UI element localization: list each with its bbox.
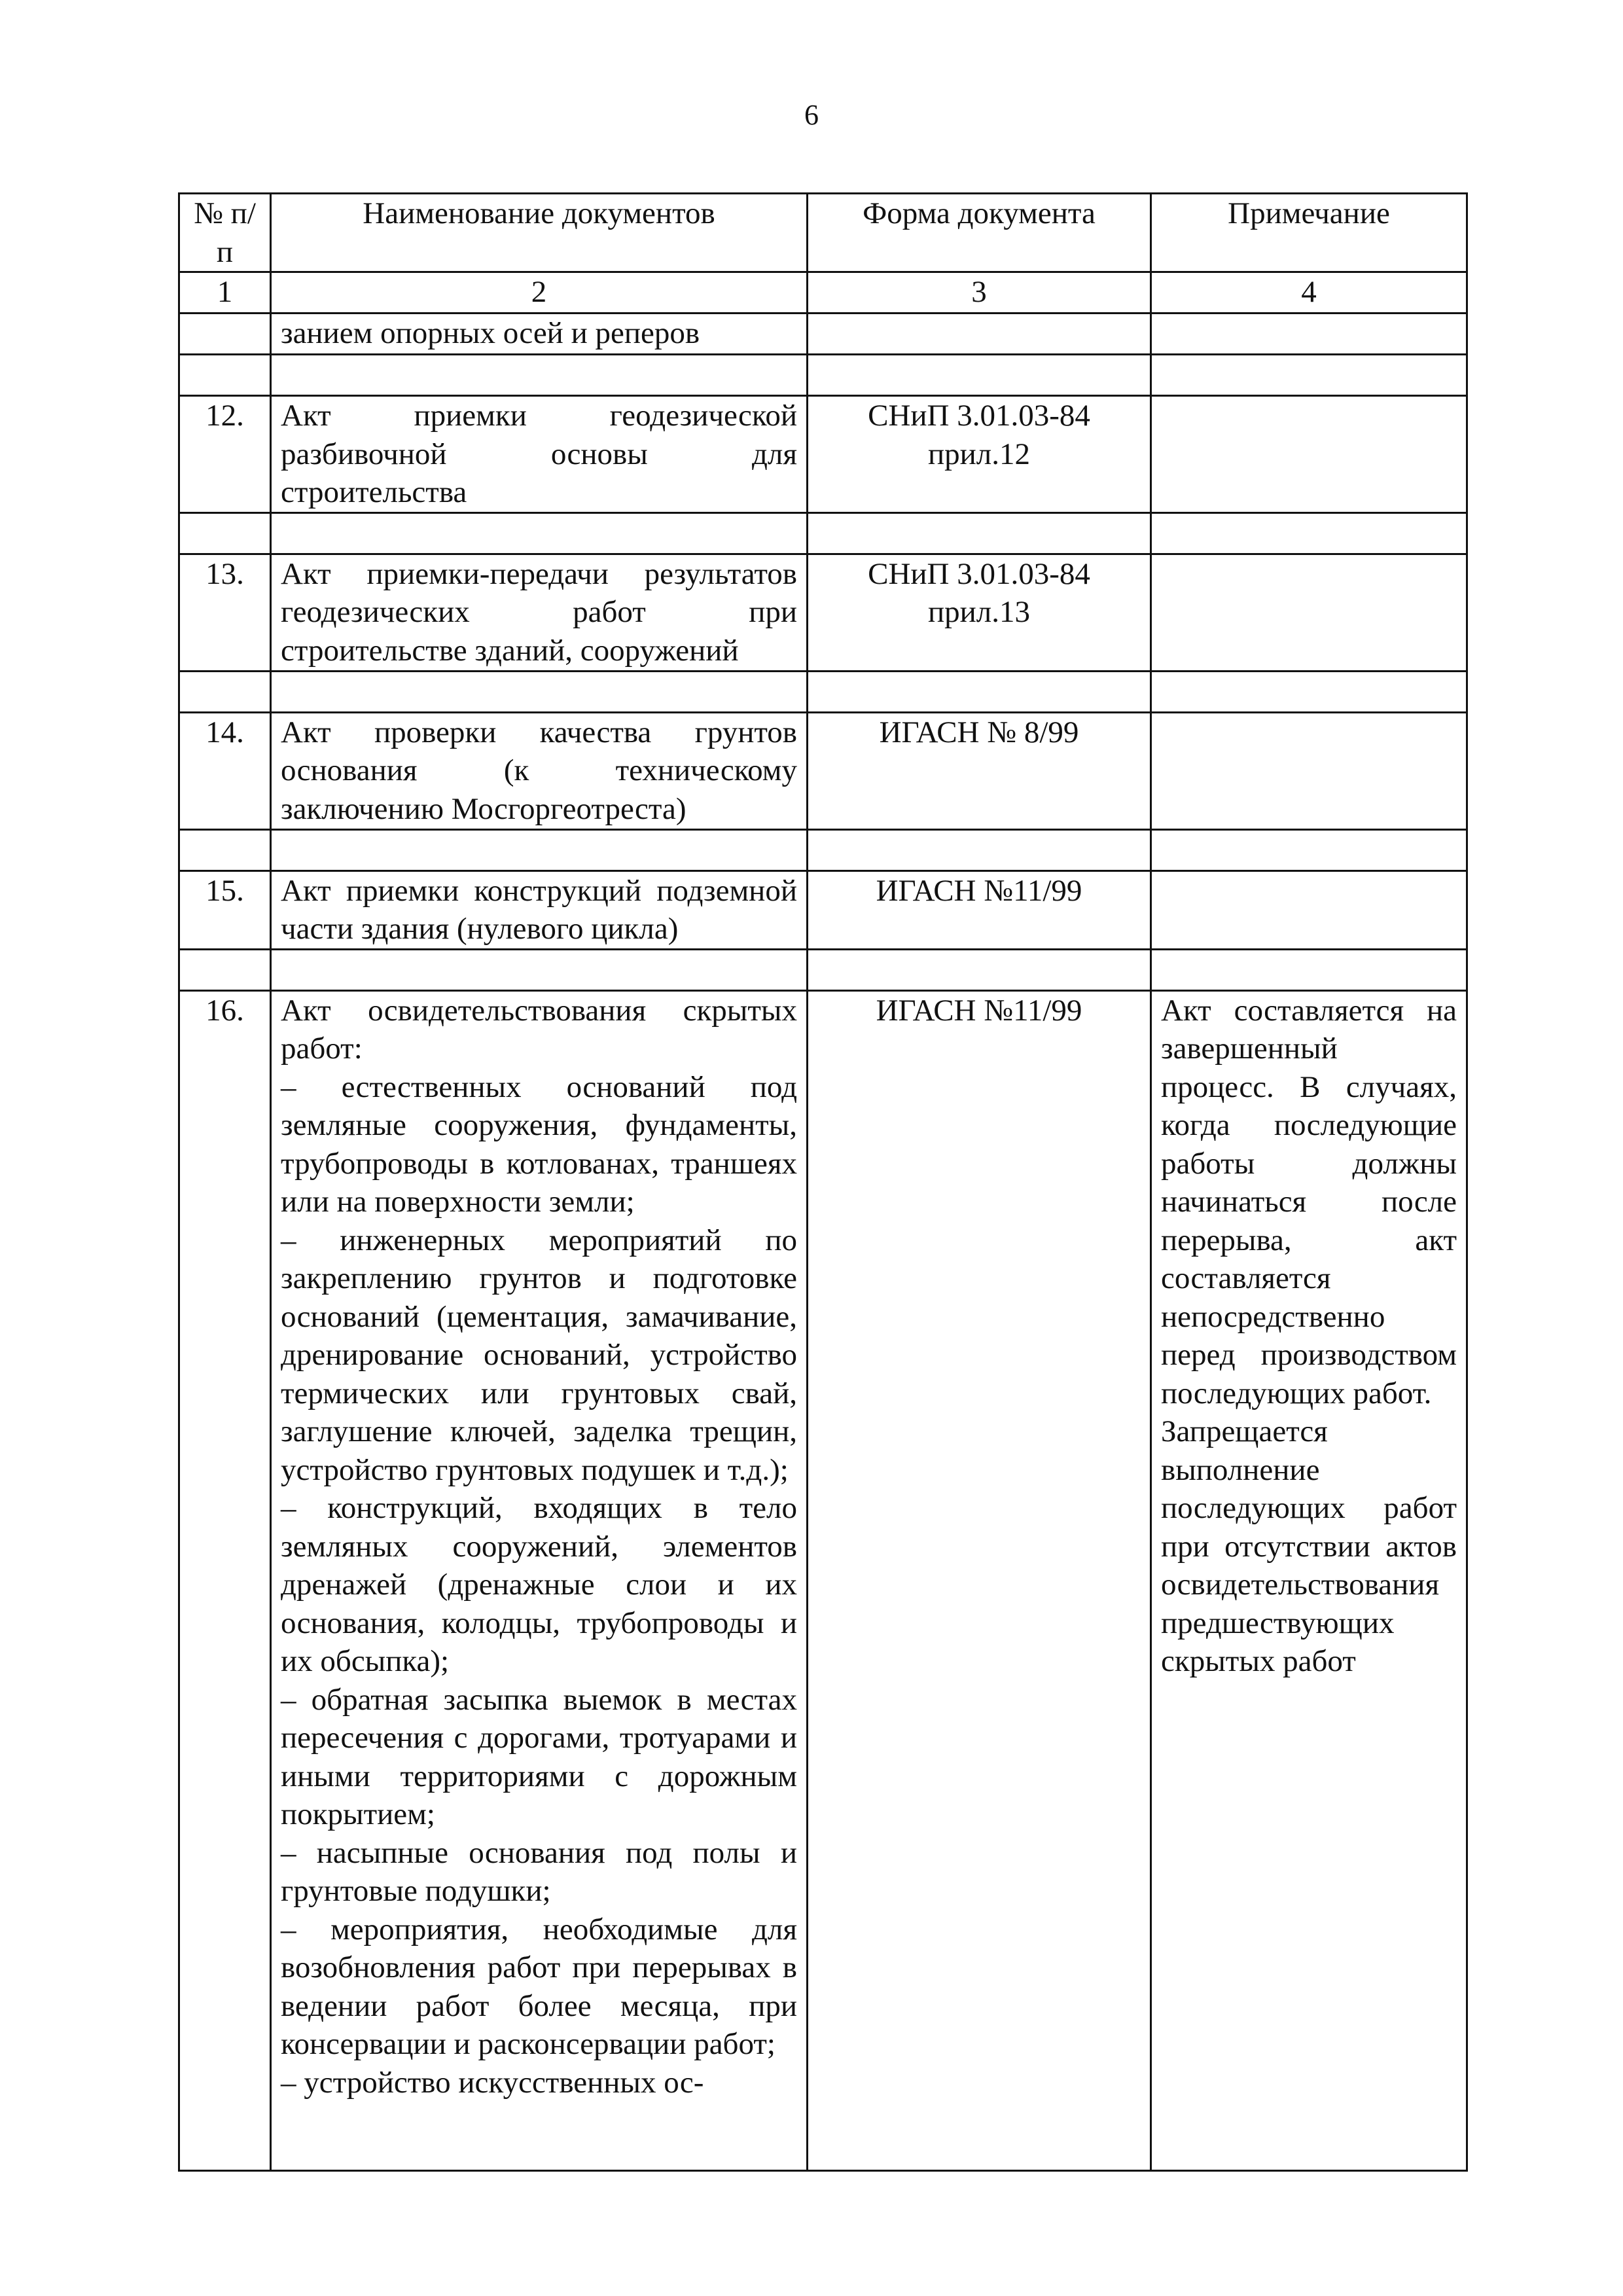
column-number: 3: [808, 272, 1151, 314]
table-row: [179, 314, 1467, 355]
document-name: Акт приемки-передачи результатов геодезических работ при строительстве зданий, сооружений: [271, 554, 808, 671]
document-note: [1151, 870, 1467, 949]
spacer-row: [179, 512, 1467, 554]
table-row: [179, 712, 1467, 829]
document-form: ИГАСН №11/99: [808, 870, 1151, 949]
documents-table: [178, 192, 1468, 2172]
spacer-row: [179, 949, 1467, 990]
table-row: [179, 870, 1467, 949]
list-item: – инженерных мероприятий по закреплению грунтов и подготовке оснований (цементация, замачивание, дренирование оснований, устройство термических или грунтовых свай, заглушение ключей, заделка трещин, устройство грунтовых подушек и т.д.);: [281, 1223, 797, 1487]
document-note: [1151, 554, 1467, 671]
document-name: Акт проверки качества грунтов основания (к техническому заключению Мосгоргеотреста): [271, 712, 808, 829]
list-item: – мероприятия, необходимые для возобновления работ при перерывах в ведении работ более месяца, при консервации и расконсервации работ;: [281, 1912, 797, 2061]
row-number: 15.: [179, 870, 271, 949]
table-row: [179, 990, 1467, 2170]
document-form: ИГАСН №11/99: [808, 990, 1151, 2170]
header-document-name: Наименование документов: [271, 194, 808, 272]
column-number: 1: [179, 272, 271, 314]
header-number: № п/п: [179, 194, 271, 272]
page-number: 6: [804, 99, 819, 131]
list-item: – естественных оснований под земляные сооружения, фундаменты, трубопроводы в котлованах, траншеях или на поверхности земли;: [281, 1069, 797, 1219]
header-note: Примечание: [1151, 194, 1467, 272]
document-name: Акт приемки геодезической разбивочной основы для строительства: [271, 396, 808, 513]
document-form: СНиП 3.01.03-84 прил.12: [808, 396, 1151, 513]
spacer-row: [179, 355, 1467, 396]
document-note: [1151, 990, 1467, 2170]
document-form: СНиП 3.01.03-84 прил.13: [808, 554, 1151, 671]
note-paragraph: Запрещается выполнение последующих работ при отсутствии актов освидетельствования предшествующих скрытых работ: [1161, 1414, 1457, 1678]
row-number: 14.: [179, 712, 271, 829]
table-row: [179, 396, 1467, 513]
row-number: 13.: [179, 554, 271, 671]
header-document-form: Форма документа: [808, 194, 1151, 272]
document-note: [1151, 712, 1467, 829]
column-numbers-row: [179, 272, 1467, 314]
row-number: 12.: [179, 396, 271, 513]
document-form: ИГАСН № 8/99: [808, 712, 1151, 829]
spacer-row: [179, 829, 1467, 870]
document-name-intro: Акт освидетельствования скрытых работ:: [281, 993, 797, 1066]
column-number: 4: [1151, 272, 1467, 314]
column-number: 2: [271, 272, 808, 314]
spacer-row: [179, 671, 1467, 712]
document-name: Акт приемки конструкций подземной части здания (нулевого цикла): [271, 870, 808, 949]
row-number: 16.: [179, 990, 271, 2170]
list-item: – насыпные основания под полы и грунтовые подушки;: [281, 1835, 797, 1908]
list-item: – конструкций, входящих в тело земляных сооружений, элементов дренажей (дренажные слои и их основания, колодцы, трубопроводы и их обсыпка);: [281, 1491, 797, 1678]
list-item: – обратная засыпка выемок в местах пересечения с дорогами, тротуарами и иными территориями с дорожным покрытием;: [281, 1682, 797, 1831]
document-name: [271, 990, 808, 2170]
table-header-row: [179, 194, 1467, 272]
list-item: – устройство искусственных ос-: [281, 2065, 704, 2100]
table-row: [179, 554, 1467, 671]
continuation-text: занием опорных осей и реперов: [271, 314, 808, 355]
document-note: [1151, 396, 1467, 513]
note-paragraph: Акт составляется на завершенный процесс. В случаях, когда последующие работы должны начинаться после перерыва, акт составляется непосредственно перед производством последующих работ.: [1161, 993, 1457, 1410]
